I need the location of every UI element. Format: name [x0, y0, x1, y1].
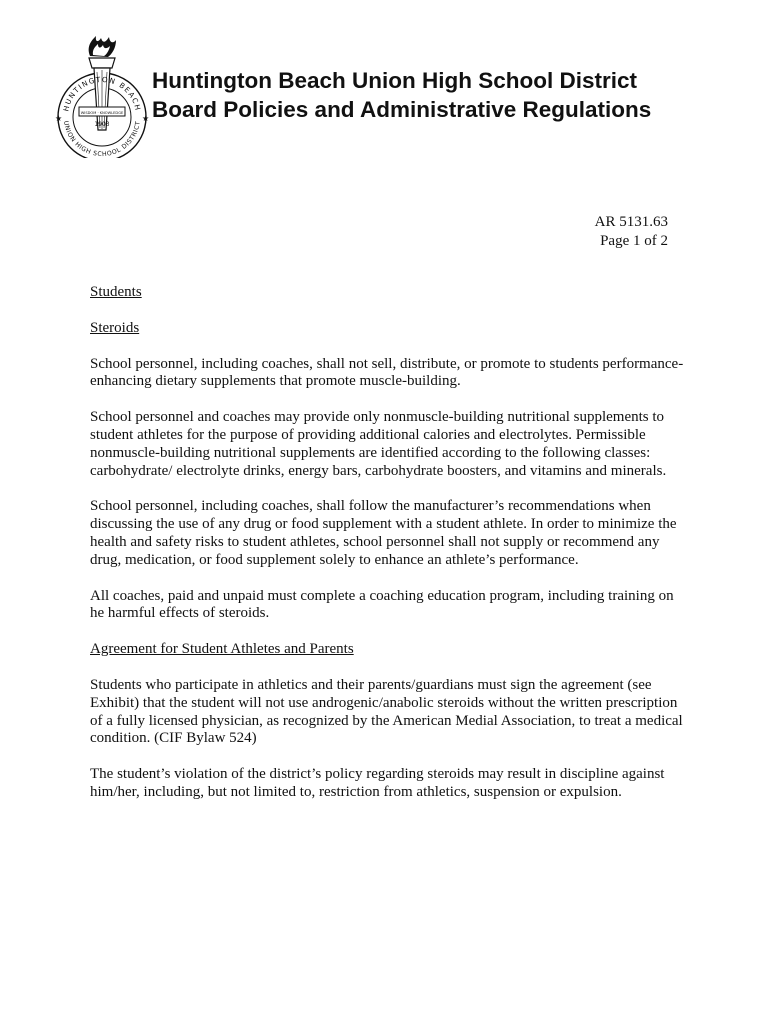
paragraph-agreement: Students who participate in athletics and their parents/guardians must sign the agreement (see Exhibit) that the student will not use androgenic/anabolic steroids without the written prescription of a fully licensed physician, as recognized by the American Medial Association, to treat a medical condition. (CIF Bylaw 524): [90, 676, 683, 747]
paragraph-manufacturer-recommendations: School personnel, including coaches, shall follow the manufacturer’s recommendations when discussing the use of any drug or food supplement with a student athlete. In order to minimize the health and safety risks to student athletes, school personnel shall not supply or recommend any drug, medication, or food supplement solely to enhance an athlete’s performance.: [90, 498, 677, 568]
district-title: Huntington Beach Union High School District: [152, 68, 637, 93]
document-body: [90, 284, 690, 820]
seal-ribbon-text: WISDOM · KNOWLEDGE: [80, 110, 124, 115]
svg-text:★: ★: [55, 114, 63, 123]
page-indicator: Page 1 of 2: [600, 233, 668, 249]
seal-established-year: 1903: [94, 121, 110, 128]
policies-title: Board Policies and Administrative Regulations: [152, 97, 652, 122]
regulation-code: AR 5131.63: [594, 214, 668, 230]
document-reference: [595, 213, 668, 251]
document-heading: [152, 66, 651, 124]
paragraph-discipline: The student’s violation of the district’s policy regarding steroids may result in discipline against him/her, including, but not limited to, restriction from athletics, suspension or expulsion.: [90, 766, 665, 800]
paragraph-nutritional-supplements: School personnel and coaches may provide only nonmuscle-building nutritional supplements to student athletes for the purpose of providing additional calories and electrolytes. Permissible nonmuscle-building nutritional supplements are identified according to the following classes: carbohydrate/ electrolyte drinks, energy bars, carbohydrate boosters, and vitamins and minerals.: [90, 409, 667, 479]
paragraph-coaching-education: All coaches, paid and unpaid must complete a coaching education program, including training on he harmful effects of steroids.: [90, 587, 674, 622]
seal-ring-text-bottom: UNION HIGH SCHOOL DISTRICT: [62, 120, 142, 158]
svg-text:★: ★: [142, 114, 150, 123]
agreement-section-heading: Agreement for Student Athletes and Parents: [90, 641, 354, 658]
category-heading: Students: [90, 284, 142, 300]
district-seal-logo: [46, 34, 156, 158]
paragraph-dietary-supplements: School personnel, including coaches, shall not sell, distribute, or promote to students performance-enhancing dietary supplements that promote muscle-building.: [90, 355, 684, 390]
seal-ring-text-top: HUNTINGTON BEACH: [61, 74, 143, 113]
topic-heading: Steroids: [90, 319, 140, 336]
